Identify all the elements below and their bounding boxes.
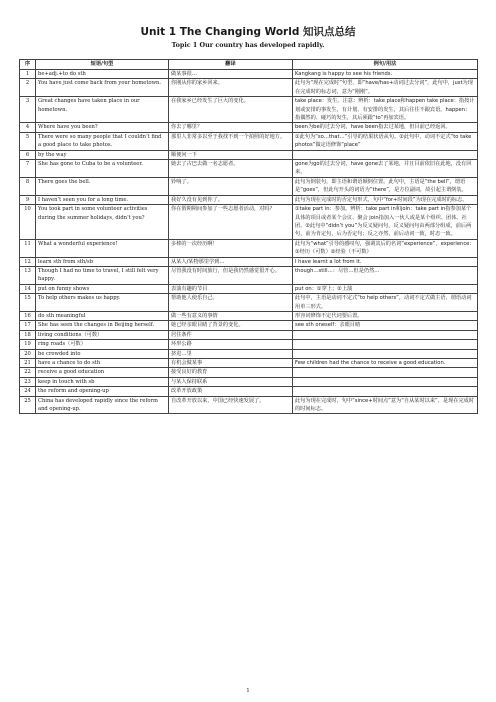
table-row	[20, 349, 478, 358]
translation-cell: 做一些有意义的事情	[169, 311, 293, 320]
phrase-cell: have a chance to do sth	[36, 359, 169, 368]
translation-cell: 与某人保持联系	[169, 377, 293, 386]
example-cell	[293, 368, 478, 377]
example-cell	[293, 349, 478, 358]
translation-cell: 自改革开放以来，中国已经快速发展了。	[169, 396, 293, 414]
row-number: 17	[20, 321, 36, 330]
table-row	[20, 330, 478, 339]
table-row	[20, 70, 478, 79]
translation-cell: 多棒的一次经历啊！	[169, 239, 293, 257]
table-row	[20, 377, 478, 386]
translation-cell: 那里人非常多以至于我找不到一个拍照的好地方。	[169, 132, 293, 150]
table-row	[20, 368, 478, 377]
example-cell: 此句为“what”引导的感叹句，强调其后的名词“experience”，experience：①经历（可数）②经验（不可数）	[293, 239, 478, 257]
row-number: 10	[20, 205, 36, 240]
translation-cell: 铃响了。	[169, 177, 293, 195]
header-translation: 翻译	[169, 60, 293, 70]
table-row	[20, 266, 478, 284]
row-number: 4	[20, 123, 36, 132]
row-number: 3	[20, 97, 36, 123]
example-cell: 此句中，主语是动词不定式“to help others”，动词不定式做主语，谓语动词用单三形式。	[293, 294, 478, 312]
table-header-row	[20, 60, 478, 70]
phrase-cell: There were so many people that I couldn’t find a good place to take photos.	[36, 132, 169, 150]
table-row	[20, 239, 478, 257]
translation-cell: 从某人/某物那里学到…	[169, 257, 293, 266]
example-cell: though…still…：尽管…但是仍然…	[293, 266, 478, 284]
table-row	[20, 195, 478, 204]
translation-cell: 居住条件	[169, 330, 293, 339]
row-number: 6	[20, 150, 36, 159]
table-row	[20, 177, 478, 195]
table-row	[20, 132, 478, 150]
row-number: 15	[20, 294, 36, 312]
phrase-cell: You took part in some volunteer activities during the summer holidays, didn’t you?	[36, 205, 169, 240]
phrase-cell: You have just come back from your hometown.	[36, 79, 169, 97]
table-row	[20, 97, 478, 123]
phrase-cell: learn sth from sth/sb	[36, 257, 169, 266]
phrase-cell: China has developed rapidly since the reform and opening-up.	[36, 396, 169, 414]
example-cell	[293, 387, 478, 396]
table-row	[20, 205, 478, 240]
example-cell: Few children had the chance to receive a good education.	[293, 359, 478, 368]
translation-cell: 你去了哪里？	[169, 123, 293, 132]
header-phrase: 短语/句型	[36, 60, 169, 70]
phrase-cell: ring roads（可数）	[36, 340, 169, 349]
table-row	[20, 340, 478, 349]
example-cell	[293, 377, 478, 386]
row-number: 16	[20, 311, 36, 320]
example-cell: been为be的过去分词，have been指去过某地，但目前已经返回。	[293, 123, 478, 132]
phrase-cell: Though I had no time to travel, I still felt very happy.	[36, 266, 169, 284]
example-cell	[293, 150, 478, 159]
example-cell	[293, 340, 478, 349]
phrase-cell: What a wonderful experience!	[36, 239, 169, 257]
example-cell: I have learnt a lot from it.	[293, 257, 478, 266]
translation-cell: 环形公路	[169, 340, 293, 349]
row-number: 14	[20, 284, 36, 293]
table-row	[20, 359, 478, 368]
example-cell: 此句为“现在完成时”句型，即“have/has+动词过去分词”，此句中，just为现在完成时的标志词，意为“刚刚”。	[293, 79, 478, 97]
page-title: Unit 1 The Changing World 知识点总结	[140, 26, 356, 38]
phrase-cell: She has gone to Cuba to be a volunteer.	[36, 160, 169, 178]
table-row	[20, 294, 478, 312]
row-number: 22	[20, 368, 36, 377]
example-cell: 此句为现在完成时，句中“since+时间点”意为“自从某时以来”，是现在完成时的时间标志。	[293, 396, 478, 414]
table-row	[20, 284, 478, 293]
row-number: 1	[20, 70, 36, 79]
row-number: 21	[20, 359, 36, 368]
page-number: 1	[246, 688, 250, 694]
translation-cell: 表演有趣的节目	[169, 284, 293, 293]
row-number: 11	[20, 239, 36, 257]
phrase-cell: put on funny shows	[36, 284, 169, 293]
translation-cell: 有机会做某事	[169, 359, 293, 368]
translation-cell: 在我家乡已经发生了巨大的变化。	[169, 97, 293, 123]
row-number: 9	[20, 195, 36, 204]
example-cell: 形容词修饰不定代词要后置。	[293, 311, 478, 320]
row-number: 13	[20, 266, 36, 284]
phrase-cell: I haven’t seen you for a long time.	[36, 195, 169, 204]
table-row	[20, 160, 478, 178]
table-row	[20, 396, 478, 414]
phrase-cell: keep in touch with sb	[36, 377, 169, 386]
table-row	[20, 321, 478, 330]
translation-cell: 挤进…里	[169, 349, 293, 358]
example-cell: ①take part in：参加。辨析：take part in和join：take part in指参加某个具体的项目或者某个会议、聚会 join指加入一伙人或是某个组织、团体、社团。②此句中“didn’t you”为反义疑问句，反义疑问句由两部分组成，前后两句，前为肯定句，后为否定句；反之亦然，前后动词一致，时态一致。	[293, 205, 478, 240]
table-row	[20, 123, 478, 132]
row-number: 23	[20, 377, 36, 386]
translation-cell: 顺便问一下	[169, 150, 293, 159]
row-number: 25	[20, 396, 36, 414]
row-number: 8	[20, 177, 36, 195]
translation-cell: 你刚从你的家乡回来。	[169, 79, 293, 97]
example-cell	[293, 330, 478, 339]
table-row	[20, 257, 478, 266]
translation-cell: 帮助他人使乐自己。	[169, 294, 293, 312]
translation-cell: 改革开放政策	[169, 387, 293, 396]
example-cell: take place：发生。注意：辨析：take place和happen take place：指按计划或安排的事发生，有计划、有安排的发生，其后往往不跟宾语。happen：指偶然的、碰巧的发生，其后须跟“to”再加宾语。	[293, 97, 478, 123]
row-number: 20	[20, 349, 36, 358]
translation-cell: 做某事很…	[169, 70, 293, 79]
header-example: 例句/用法	[293, 60, 478, 70]
phrase-cell: Where have you been?	[36, 123, 169, 132]
example-cell: 此句为倒装句，即主语和谓语颠倒位置。此句中，主语是“the bell”，谓语是“goes”，但此句开头的词语为“there”，是方位副词，故引起主谓倒装。	[293, 177, 478, 195]
translation-cell: 尽管我没有时间旅行，但是我仍然感觉很开心。	[169, 266, 293, 284]
phrase-cell: receive a good education	[36, 368, 169, 377]
example-cell: Kangkang is happy to see his friends.	[293, 70, 478, 79]
phrase-cell: the reform and opening-up	[36, 387, 169, 396]
phrase-cell: be crowded into	[36, 349, 169, 358]
row-number: 19	[20, 340, 36, 349]
table-row	[20, 387, 478, 396]
row-number: 24	[20, 387, 36, 396]
row-number: 12	[20, 257, 36, 266]
translation-cell: 你在假期期间参加了一些志愿者活动，对吗？	[169, 205, 293, 240]
translation-cell: 她已经亲眼目睹了背景的变化。	[169, 321, 293, 330]
translation-cell: 接受良好的教育	[169, 368, 293, 377]
phrase-cell: by the way	[36, 150, 169, 159]
phrase-cell: living conditions（可数）	[36, 330, 169, 339]
translation-cell: 我好久没有见到你了。	[169, 195, 293, 204]
phrase-cell: Great changes have taken place in our hometown.	[36, 97, 169, 123]
example-cell: gone为go的过去分词，have gone去了某地，并且目前依旧在此地，没有回来。	[293, 160, 478, 178]
header-no: 序	[20, 60, 36, 70]
vocab-table	[19, 59, 478, 414]
table-row	[20, 311, 478, 320]
translation-cell: 她去了古巴去做一名志愿者。	[169, 160, 293, 178]
table-row	[20, 79, 478, 97]
example-cell: 此句为现在完成时的否定句形式，句中“for+时间段”为现在完成时的标志。	[293, 195, 478, 204]
row-number: 18	[20, 330, 36, 339]
row-number: 7	[20, 160, 36, 178]
phrase-cell: be+adj.+to do sth	[36, 70, 169, 79]
phrase-cell: She has seen the changes in Beijing herself.	[36, 321, 169, 330]
phrase-cell: There goes the bell.	[36, 177, 169, 195]
page-subtitle: Topic 1 Our country has developed rapidly.	[171, 41, 325, 49]
example-cell: see sth oneself：亲眼目睹	[293, 321, 478, 330]
row-number: 2	[20, 79, 36, 97]
example-cell: ①此句为“so…that…”引导的结果状语从句。②此句中，动词不定式“to take photos”做定语修饰“place”	[293, 132, 478, 150]
phrase-cell: To help others makes us happy.	[36, 294, 169, 312]
row-number: 5	[20, 132, 36, 150]
phrase-cell: do sth meaningful	[36, 311, 169, 320]
table-row	[20, 150, 478, 159]
example-cell: put on：①穿上；②上演	[293, 284, 478, 293]
